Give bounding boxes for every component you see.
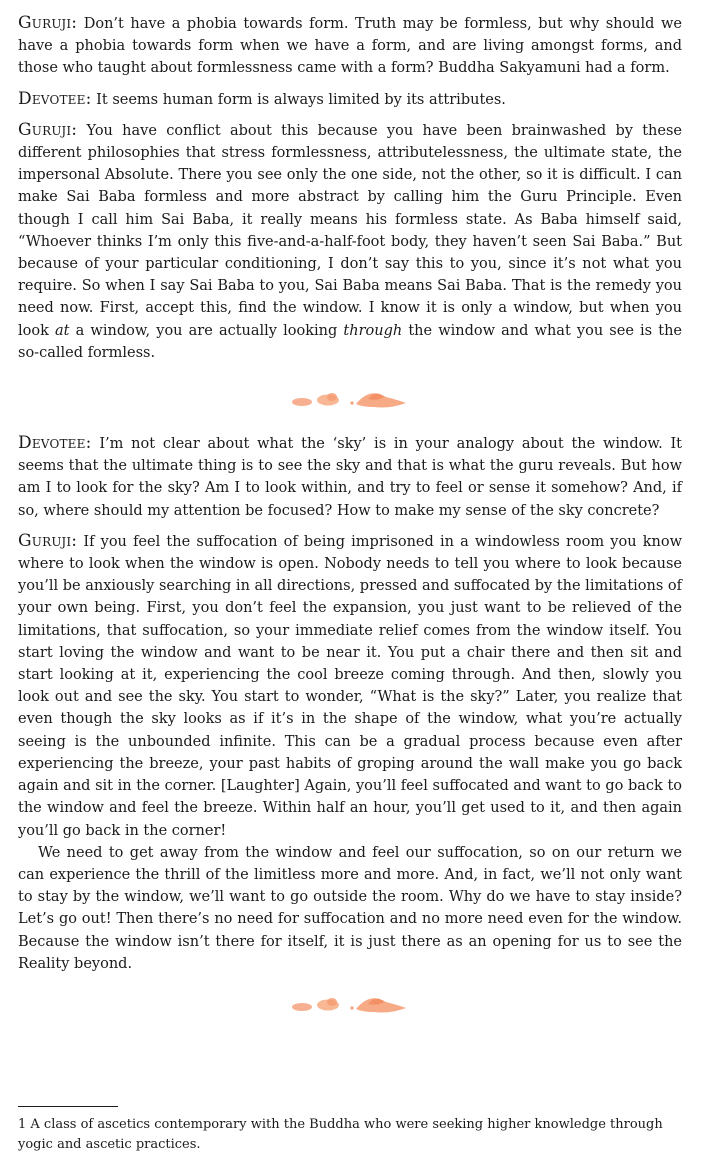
paragraph-text: It seems human form is always limited by its attributes. — [91, 91, 506, 108]
paragraph-text: the window and what you see is the so-called formless. — [18, 322, 683, 361]
speaker-label: Devotee: — [18, 433, 92, 454]
dialogue-paragraph-devotee-2 — [18, 432, 682, 522]
speaker-label: Guruji: — [18, 13, 78, 33]
paragraph-text: a window, you are actually looking — [69, 322, 344, 339]
paragraph-text: If you feel the suffocation of being imprisoned in a windowless room you know where to look when the window is open. Nobody needs to tell you where to look because you’ll be anxiously searching in all directions, pressed and suffocated by the limitations of your own being. First, you don’t feel the expansion, you just want to be relieved of the limitations, that suffocation, so your immediate relief comes from the window itself. You start loving the window and want to be near it. You put a chair there and then sit and start looking at it, experiencing the cool breeze coming through. And then, slowly you look out and see the sky. You start to wonder, “What is the sky?” Later, you realize that even though the sky looks as if it’s in the shape of the window, what you’re actually seeing is the unbounded infinite. This can be a gradual process because even after experiencing the breeze, your past habits of groping around the wall make you go back again and sit in the corner. [Laughter] Again, you’ll feel suffocated and want to go back to the window and feel the breeze. Within half an hour, you’ll get used to it, and then again you’ll go back in the corner! — [18, 533, 682, 839]
paragraph-text: Don’t have a phobia towards form. Truth may be formless, but why should we have a phobia towards form when we have a form, and are living amongst forms, and those who taught about formlessness came with a form? Buddha Sakyamuni had a form. — [18, 16, 682, 77]
dialogue-paragraph-guruji-1 — [18, 12, 682, 80]
dialogue-paragraph-guruji-2 — [18, 119, 682, 364]
speaker-label: Guruji: — [18, 119, 78, 140]
paragraph-text: You have conflict about this because you have been brainwashed by these different philosophies that stress formlessness, attributelessness, the ultimate state, the impersonal Absolute. There you see only the one side, not the other, so it is difficult. I can make Sai Baba formless and more abstract by calling him the Guru Principle. Even though I call him Sai Baba, it really means his formless state. As Baba himself said, “Whoever thinks I’m only this five-and-a-half-foot body, they haven’t seen Sai Baba.” But because of your particular conditioning, I don’t say this to you, since it’s not what you require. So when I say Sai Baba to you, Sai Baba means Sai Baba. That is the remedy you need now. First, accept this, find the window. I know it is only a window, but when you look — [18, 122, 682, 339]
paragraph-text: I’m not clear about what the ‘sky’ is in your analogy about the window. It seems that the ultimate thing is to see the sky and that is what the guru reveals. But how am I to look for the sky? Am I to look within, and try to feel or sense it somehow? And, if so, where should my attention be focused? How to make my sense of the sky concrete? — [18, 436, 682, 519]
dialogue-paragraph-devotee-1 — [18, 88, 682, 111]
lotus-petals-ornament-icon — [290, 385, 410, 411]
footnote-area — [18, 1106, 682, 1155]
footnote: 1 A class of ascetics contemporary with the Buddha who were seeking higher knowledge through yogic and ascetic practices. — [18, 1117, 663, 1152]
emphasis-text: through — [343, 322, 403, 339]
dialogue-paragraph-guruji-3 — [18, 530, 682, 842]
speaker-label: Devotee: — [18, 88, 92, 109]
page-body — [18, 12, 682, 1031]
speaker-label: Guruji: — [18, 530, 78, 551]
paragraph-continuation: We need to get away from the window and feel our suffocation, so on our return we can experience the thrill of the limitless more and more. And, in fact, we’ll not only want to stay by the window, we’ll want to go outside the room. Why do we have to stay inside? Let’s go out! Then there’s no need for suffocation and no more need even for the window. Because the window isn’t there for itself, it is just there as an opening for us to see the Reality beyond. — [18, 844, 682, 972]
section-divider — [18, 975, 682, 1031]
section-divider — [18, 364, 682, 432]
lotus-petals-ornament-icon — [290, 990, 410, 1016]
footnote-rule — [18, 1106, 118, 1107]
emphasis-text: at — [55, 322, 70, 339]
